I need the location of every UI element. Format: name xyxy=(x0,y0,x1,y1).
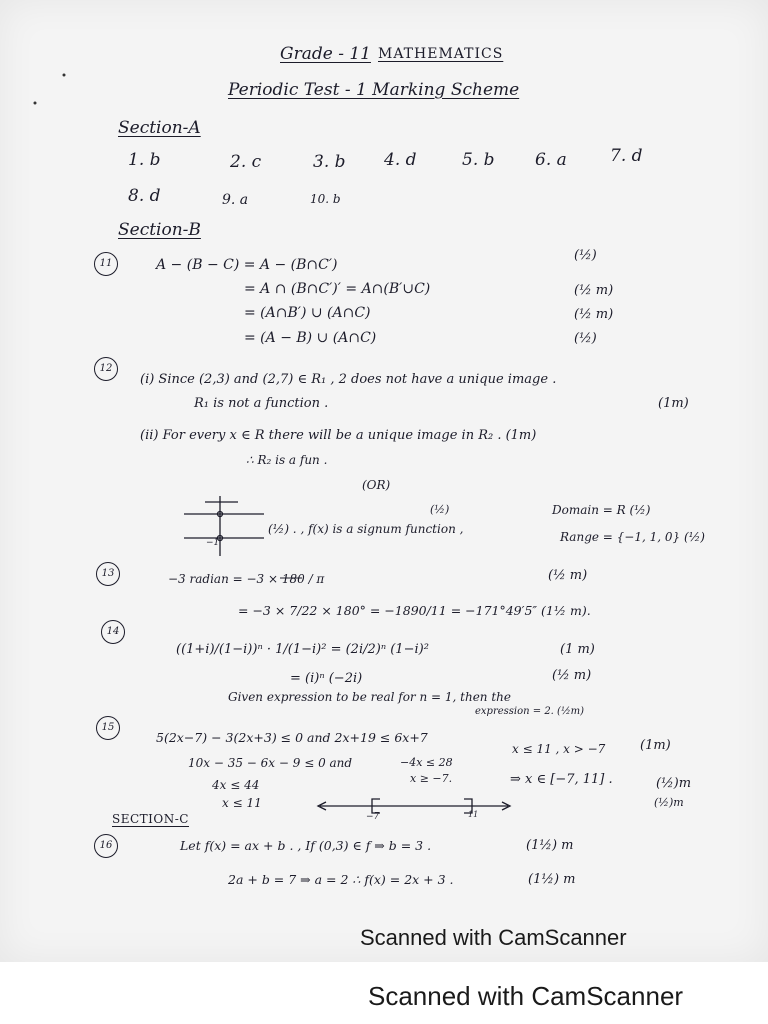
answer-2: 2. c xyxy=(230,152,262,172)
answer-4: 4. d xyxy=(384,150,417,170)
answer-3: 3. b xyxy=(313,152,346,172)
q12-mark-2: (1m) xyxy=(658,396,689,411)
q12-signum-text: (½) . , f(x) is a signum function , xyxy=(268,522,464,536)
q14-line-4: expression = 2. (½m) xyxy=(475,706,585,717)
q11-mark-1: (½) xyxy=(574,248,597,263)
signum-graph xyxy=(184,496,264,556)
q12-half-mark: (½) xyxy=(430,503,450,516)
answer-1: 1. b xyxy=(128,150,161,170)
number-line-right-label: 11 xyxy=(468,810,479,819)
q12-line-2: R₁ is not a function . xyxy=(194,396,329,411)
q16-line-1: Let f(x) = ax + b . , If (0,3) ∈ f ⇒ b = 3 . xyxy=(180,838,432,853)
stray-dot xyxy=(34,102,37,105)
q15-right-1-mark: (1m) xyxy=(640,738,671,753)
question-number-12: 12 xyxy=(94,357,118,381)
q16-mark-1: (1½) m xyxy=(526,838,574,853)
q11-line-4: = (A − B) ∪ (A∩C) xyxy=(244,330,377,346)
stray-dot xyxy=(63,74,66,77)
q13-mark-1: (½ m) xyxy=(548,568,588,583)
q13-line-2: = −3 × 7/22 × 180° = −1890/11 = −171°49′5″ (1½ m). xyxy=(238,603,591,618)
q14-line-2: = (i)ⁿ (−2i) xyxy=(290,671,363,686)
q11-line-3: = (A∩B′) ∪ (A∩C) xyxy=(244,305,371,321)
q16-line-2: 2a + b = 7 ⇒ a = 2 ∴ f(x) = 2x + 3 . xyxy=(228,872,454,887)
section-a-label: Section-A xyxy=(118,118,201,138)
q11-mark-2: (½ m) xyxy=(574,283,614,298)
answer-7: 7. d xyxy=(610,146,643,166)
q16-mark-2: (1½) m xyxy=(528,872,576,887)
q12-or: (OR) xyxy=(362,478,391,492)
q15-line-3: 4x ≤ 44 xyxy=(212,778,260,792)
answer-10: 10. b xyxy=(310,192,341,206)
footer-watermark: Scanned with CamScanner xyxy=(368,981,684,1011)
section-b-label: Section-B xyxy=(118,220,201,240)
answer-9: 9. a xyxy=(222,192,249,208)
subject-label: MATHEMATICS xyxy=(378,46,504,62)
q15-right-2: ⇒ x ∈ [−7, 11] . xyxy=(510,772,613,787)
answer-6: 6. a xyxy=(535,150,567,170)
q14-line-3: Given expression to be real for n = 1, then the xyxy=(228,690,512,704)
question-number-14: 14 xyxy=(101,620,125,644)
q14-line-1: ((1+i)/(1−i))ⁿ · 1/(1−i)² = (2i/2)ⁿ (1−i)² xyxy=(176,642,429,657)
q14-mark-2: (½ m) xyxy=(552,668,592,683)
answer-8: 8. d xyxy=(128,186,161,206)
q11-mark-4: (½) xyxy=(574,331,597,346)
question-number-13: 13 xyxy=(96,562,120,586)
q12-line-1: (i) Since (2,3) and (2,7) ∈ R₁ , 2 does not have a unique image . xyxy=(140,372,557,387)
q13-line-1: −3 radian = −3 × 180 / π xyxy=(168,572,325,586)
q15-line-2c: x ≥ −7. xyxy=(410,772,453,785)
q12-domain: Domain = R (½) xyxy=(552,503,651,517)
q11-mark-3: (½ m) xyxy=(574,307,614,322)
number-line-left-label: −7 xyxy=(366,812,380,822)
section-c-label: SECTION-C xyxy=(112,812,189,826)
q12-range: Range = {−1, 1, 0} (½) xyxy=(560,530,705,544)
q12-line-4: ∴ R₂ is a fun . xyxy=(246,453,328,467)
q15-line-1: 5(2x−7) − 3(2x+3) ≤ 0 and 2x+19 ≤ 6x+7 xyxy=(156,730,428,745)
q12-graph-tick: −1 xyxy=(206,538,220,548)
q15-line-2: 10x − 35 − 6x − 9 ≤ 0 and xyxy=(188,756,353,770)
number-line xyxy=(318,799,510,813)
page-title: Periodic Test - 1 Marking Scheme xyxy=(228,80,520,100)
question-number-15: 15 xyxy=(96,716,120,740)
q15-right-1: x ≤ 11 , x > −7 xyxy=(512,742,606,756)
grade-label: Grade - 11 xyxy=(280,44,371,64)
q15-right-2-mark: (½)m xyxy=(656,776,692,791)
answer-5: 5. b xyxy=(462,150,495,170)
question-number-16: 16 xyxy=(94,834,118,858)
question-number-11: 11 xyxy=(94,252,118,276)
q15-line-4: x ≤ 11 xyxy=(222,796,262,810)
q12-line-3: (ii) For every x ∈ R there will be a unique image in R₂ . (1m) xyxy=(140,428,537,443)
q11-line-1: A − (B − C) = A − (B∩C′) xyxy=(156,257,338,273)
q11-line-2: = A ∩ (B∩C′)′ = A∩(B′∪C) xyxy=(244,281,431,297)
scan-watermark: Scanned with CamScanner xyxy=(360,925,627,950)
q15-line-2b: −4x ≤ 28 xyxy=(400,756,453,769)
q15-right-3-mark: (½)m xyxy=(654,796,684,809)
q14-mark-1: (1 m) xyxy=(560,642,595,657)
